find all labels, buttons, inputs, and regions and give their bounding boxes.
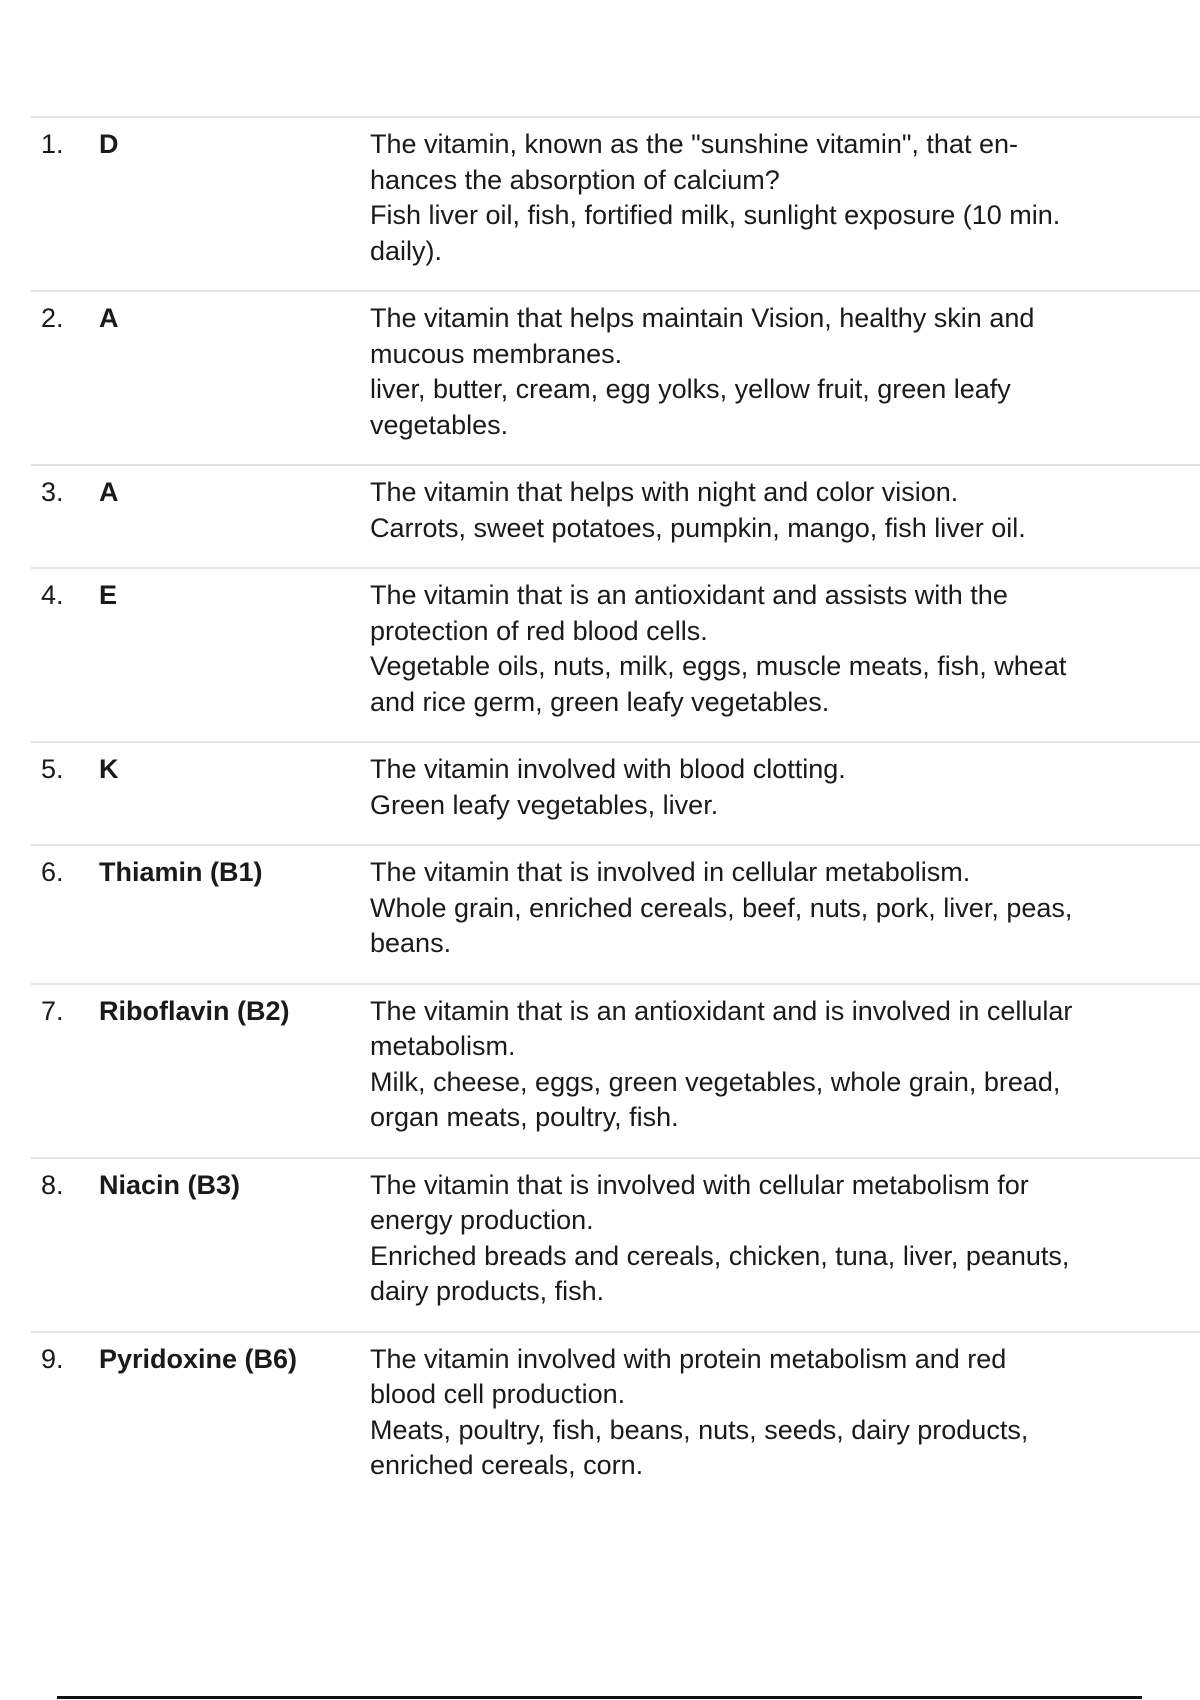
table-row [31, 1157, 1200, 1331]
description-line: and rice germ, green leafy vegetables. [370, 686, 830, 717]
description-line: Milk, cheese, eggs, green vegetables, whole grain, bread, [370, 1066, 1061, 1097]
description-line: The vitamin, known as the "sunshine vitamin", that en- [370, 129, 1018, 159]
description-line: dairy products, fish. [370, 1276, 605, 1306]
vitamin-name: E [99, 580, 118, 610]
vitamin-name: Pyridoxine (B6) [99, 1343, 298, 1374]
vitamin-description [370, 1168, 1200, 1310]
vitamin-name: K [99, 754, 119, 784]
table-row [31, 290, 1200, 464]
vitamin-description [370, 1342, 1200, 1484]
vitamin-description [370, 127, 1200, 269]
table-row [31, 983, 1200, 1157]
table-row [31, 116, 1200, 290]
description-line: hances the absorption of calcium? [370, 164, 780, 195]
row-number: 4. [41, 580, 64, 610]
row-number: 1. [41, 129, 64, 159]
description-line: daily). [370, 235, 443, 266]
row-number: 2. [41, 303, 64, 333]
table-row [31, 567, 1200, 741]
description-line: mucous membranes. [370, 338, 623, 369]
description-line: The vitamin involved with protein metabolism and red [370, 1343, 1007, 1374]
description-line: The vitamin that is involved in cellular metabolism. [370, 857, 971, 887]
row-number: 6. [41, 857, 64, 887]
description-line: beans. [370, 928, 452, 958]
vitamin-name: A [99, 303, 119, 333]
vitamin-description [370, 578, 1200, 720]
description-line: Whole grain, enriched cereals, beef, nuts, pork, liver, peas, [370, 892, 1073, 923]
vitamin-description [370, 475, 1200, 546]
description-line: The vitamin that is involved with cellular metabolism for [370, 1169, 1029, 1200]
vitamin-table [31, 116, 1200, 1505]
description-line: The vitamin that is an antioxidant and assists with the [370, 580, 1008, 610]
description-line: blood cell production. [370, 1379, 626, 1409]
description-line: vegetables. [370, 409, 509, 440]
description-line: The vitamin involved with blood clotting. [370, 754, 846, 784]
vitamin-name: D [99, 129, 119, 159]
row-number: 3. [41, 477, 64, 507]
description-line: The vitamin that is an antioxidant and is involved in cellular [370, 995, 1073, 1026]
description-line: liver, butter, cream, egg yolks, yellow fruit, green leafy [370, 374, 1011, 404]
description-line: Enriched breads and cereals, chicken, tuna, liver, peanuts, [370, 1240, 1070, 1271]
description-line: energy production. [370, 1205, 594, 1235]
vitamin-name: Thiamin (B1) [99, 857, 263, 887]
description-line: enriched cereals, corn. [370, 1450, 644, 1480]
row-number: 7. [41, 995, 64, 1026]
description-line: The vitamin that helps maintain Vision, healthy skin and [370, 303, 1035, 333]
table-row [31, 844, 1200, 983]
table-row [31, 741, 1200, 844]
vitamin-description [370, 994, 1200, 1136]
vitamin-description [370, 855, 1200, 962]
row-number: 8. [41, 1169, 64, 1200]
description-line: Green leafy vegetables, liver. [370, 789, 719, 820]
description-line: metabolism. [370, 1031, 516, 1061]
description-line: Carrots, sweet potatoes, pumpkin, mango, fish liver oil. [370, 512, 1026, 543]
description-line: Vegetable oils, nuts, milk, eggs, muscle meats, fish, wheat [370, 651, 1067, 681]
bottom-rule [57, 1696, 1142, 1699]
table-row [31, 1331, 1200, 1505]
description-line: Meats, poultry, fish, beans, nuts, seeds, dairy products, [370, 1414, 1029, 1445]
table-row [31, 464, 1200, 567]
vitamin-description [370, 301, 1200, 443]
vitamin-name: Riboflavin (B2) [99, 995, 290, 1026]
description-line: Fish liver oil, fish, fortified milk, sunlight exposure (10 min. [370, 200, 1061, 230]
row-number: 5. [41, 754, 64, 784]
vitamin-name: Niacin (B3) [99, 1169, 241, 1200]
vitamin-name: A [99, 477, 119, 507]
vitamin-description [370, 752, 1200, 823]
row-number: 9. [41, 1343, 64, 1374]
description-line: organ meats, poultry, fish. [370, 1102, 679, 1132]
description-line: protection of red blood cells. [370, 615, 708, 646]
description-line: The vitamin that helps with night and color vision. [370, 477, 959, 507]
